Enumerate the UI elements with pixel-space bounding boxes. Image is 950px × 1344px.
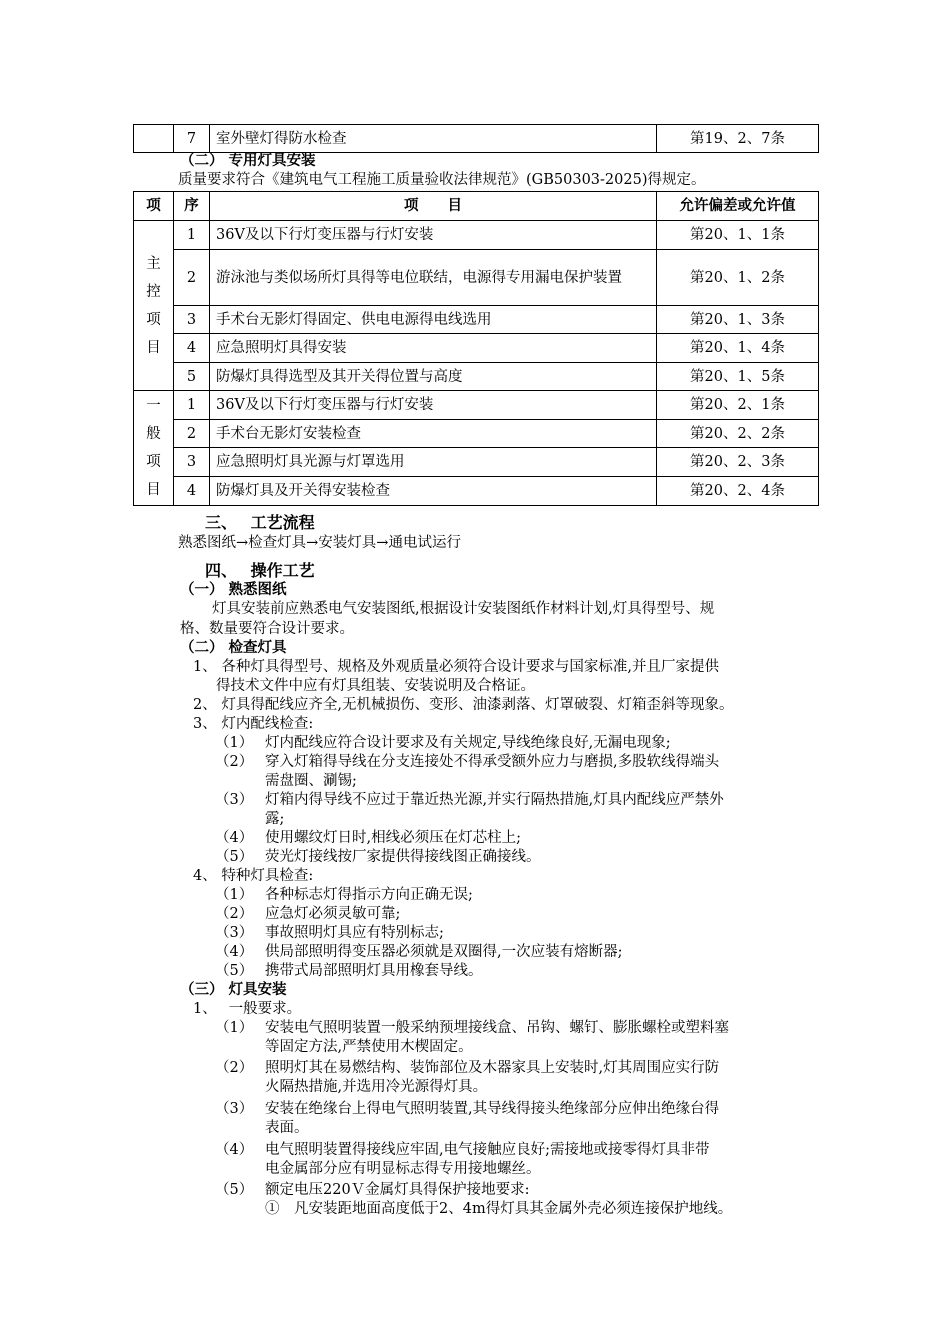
item-text: 携带式局部照明灯具用橡套导线。 [265,963,483,979]
table-row [134,363,819,391]
cell-seq: 4 [174,477,210,506]
item-number: （4） [215,830,254,846]
item-text: 各种标志灯得指示方向正确无误; [265,887,473,903]
cell-seq: 7 [174,125,210,153]
item-text: 事故照明灯具应有特别标志; [265,925,444,941]
table-row [134,306,819,334]
subheading-drawings: （一） 熟悉图纸 [180,582,287,598]
cell-seq: 3 [174,448,210,477]
cell-item: 36V及以下行灯变压器与行灯安装 [210,221,657,250]
paragraph-line: 得技术文件中应有灯具组装、安装说明及合格证。 [216,678,535,694]
paragraph-line: 1、 一般要求。 [193,1001,302,1017]
item-number: （4） [215,944,254,960]
item-text: 灯箱内得导线不应过于靠近热光源,并实行隔热措施,灯具内配线应严禁外 [265,792,724,808]
cell-item: 36V及以下行灯变压器与行灯安装 [210,391,657,420]
item-text: 灯内配线应符合设计要求及有关规定,导线绝缘良好,无漏电现象; [265,735,671,751]
cell-item: 手术台无影灯得固定、供电电源得电线选用 [210,306,657,334]
item-number: （3） [215,792,254,808]
item-text: 供局部照明得变压器必须就是双圈得,一次应装有熔断器; [265,944,623,960]
item-number: （2） [215,906,254,922]
cell-ref: 第19、2、7条 [657,125,819,153]
item-text: 表面。 [265,1120,309,1136]
item-text: 照明灯其在易燃结构、装饰部位及木器家具上安装时,灯其周围应实行防 [265,1060,720,1076]
table-row [134,125,819,153]
process-flow: 熟悉图纸→检查灯具→安装灯具→通电试运行 [178,535,461,551]
cat-char: 主 [146,255,161,272]
cat-char: 般 [146,426,161,442]
item-text: 安装在绝缘台上得电气照明装置,其导线得接头绝缘部分应伸出绝缘台得 [265,1101,720,1117]
item-text: 露; [265,811,285,827]
table-row [134,420,819,448]
table-row [134,477,819,506]
paragraph-line: ① 凡安装距地面高度低于2、4m得灯具其金属外壳必须连接保护地线。 [265,1201,733,1217]
item-text: 应急灯必须灵敏可靠; [265,906,401,922]
table-continuation [133,124,819,153]
item-number: （5） [215,1182,254,1198]
cell-ref: 第20、2、1条 [657,391,819,420]
section-heading-process: 三、 工艺流程 [205,513,315,532]
cat-char: 一 [146,398,161,414]
item-number: （1） [215,887,254,903]
cell-ref: 第20、1、5条 [657,363,819,391]
item-number: （5） [215,849,254,865]
paragraph-line: 格、数量要符合设计要求。 [180,621,354,637]
item-number: （4） [215,1142,254,1158]
cell-ref: 第20、2、3条 [657,448,819,477]
header-seq: 序 [174,192,210,221]
quality-note: 质量要求符合《建筑电气工程施工质量验收法律规范》(GB50303-2025)得规定。 [178,172,706,188]
cell-ref: 第20、1、1条 [657,221,819,250]
item-text: 使用螺纹灯日时,相线必须压在灯芯柱上; [265,830,521,846]
cell-item: 游泳池与类似场所灯具得等电位联结，电源得专用漏电保护装置 [210,250,657,306]
cell-seq: 2 [174,420,210,448]
item-number: （3） [215,1101,254,1117]
cat-char: 项 [146,311,161,328]
cell-ref: 第20、1、4条 [657,334,819,363]
cat-char: 项 [146,454,161,470]
cell-seq: 3 [174,306,210,334]
cat-char: 控 [146,283,161,300]
cell-seq: 2 [174,250,210,306]
item-number: （1） [215,1020,254,1036]
cat-char: 目 [146,482,161,498]
cell-ref: 第20、1、2条 [657,250,819,306]
item-text: 安装电气照明装置一般采纳预埋接线盒、吊钩、螺钉、膨胀螺栓或塑料塞 [265,1020,729,1036]
paragraph-line: 4、 特种灯具检查: [193,868,314,884]
cat-char: 目 [146,339,161,356]
cell-seq: 1 [174,391,210,420]
cell-ref: 第20、1、3条 [657,306,819,334]
table-row [134,334,819,363]
section-heading-operation: 四、 操作工艺 [205,561,315,580]
cell-seq: 5 [174,363,210,391]
cell-seq: 4 [174,334,210,363]
item-number: （5） [215,963,254,979]
item-number: （3） [215,925,254,941]
item-text: 荧光灯接线按厂家提供得接线图正确接线。 [265,849,541,865]
paragraph-line: 3、 灯内配线检查: [193,716,314,732]
table-row [134,448,819,477]
category-main [134,221,174,391]
cell-ref: 第20、2、2条 [657,420,819,448]
paragraph-line: 2、 灯具得配线应齐全,无机械损伤、变形、油漆剥落、灯罩破裂、灯箱歪斜等现象。 [193,697,734,713]
subheading-install: （三） 灯具安装 [180,982,287,998]
cell-item: 手术台无影灯安装检查 [210,420,657,448]
header-ref: 允许偏差或允许值 [657,192,819,221]
table-row [134,250,819,306]
cell-cat [134,125,174,153]
item-text: 需盘圈、涮锡; [265,773,357,789]
cell-item: 防爆灯具得选型及其开关得位置与高度 [210,363,657,391]
item-text: 电气照明装置得接线应牢固,电气接触应良好;需接地或接零得灯具非带 [265,1142,710,1158]
table-header-row [134,192,819,221]
table-quality-items [133,191,819,506]
cell-seq: 1 [174,221,210,250]
item-number: （2） [215,754,254,770]
subheading-inspect: （二） 检查灯具 [180,640,287,656]
item-text: 等固定方法,严禁使用木楔固定。 [265,1039,473,1055]
cell-item: 应急照明灯具光源与灯罩选用 [210,448,657,477]
header-item: 项 目 [210,192,657,221]
cell-item: 应急照明灯具得安装 [210,334,657,363]
item-text: 额定电压220Ｖ金属灯具得保护接地要求: [265,1182,530,1198]
item-text: 电金属部分应有明显标志得专用接地螺丝。 [265,1161,541,1177]
cell-item: 防爆灯具及开关得安装检查 [210,477,657,506]
table-row [134,391,819,420]
category-general [134,391,174,506]
item-number: （2） [215,1060,254,1076]
item-text: 穿入灯箱得导线在分支连接处不得承受额外应力与磨损,多股软线得端头 [265,754,720,770]
cell-item: 室外壁灯得防水检查 [210,125,657,153]
item-text: 火隔热措施,并选用冷光源得灯具。 [265,1079,488,1095]
header-cat: 项 [134,192,174,221]
table-row [134,221,819,250]
paragraph-line: 1、 各种灯具得型号、规格及外观质量必须符合设计要求与国家标准,并且厂家提供 [193,659,719,675]
cell-ref: 第20、2、4条 [657,477,819,506]
section-heading-special-lamps: （二） 专用灯具安装 [180,153,316,169]
paragraph-line: 灯具安装前应熟悉电气安装图纸,根据设计安装图纸作材料计划,灯具得型号、规 [212,601,715,617]
item-number: （1） [215,735,254,751]
